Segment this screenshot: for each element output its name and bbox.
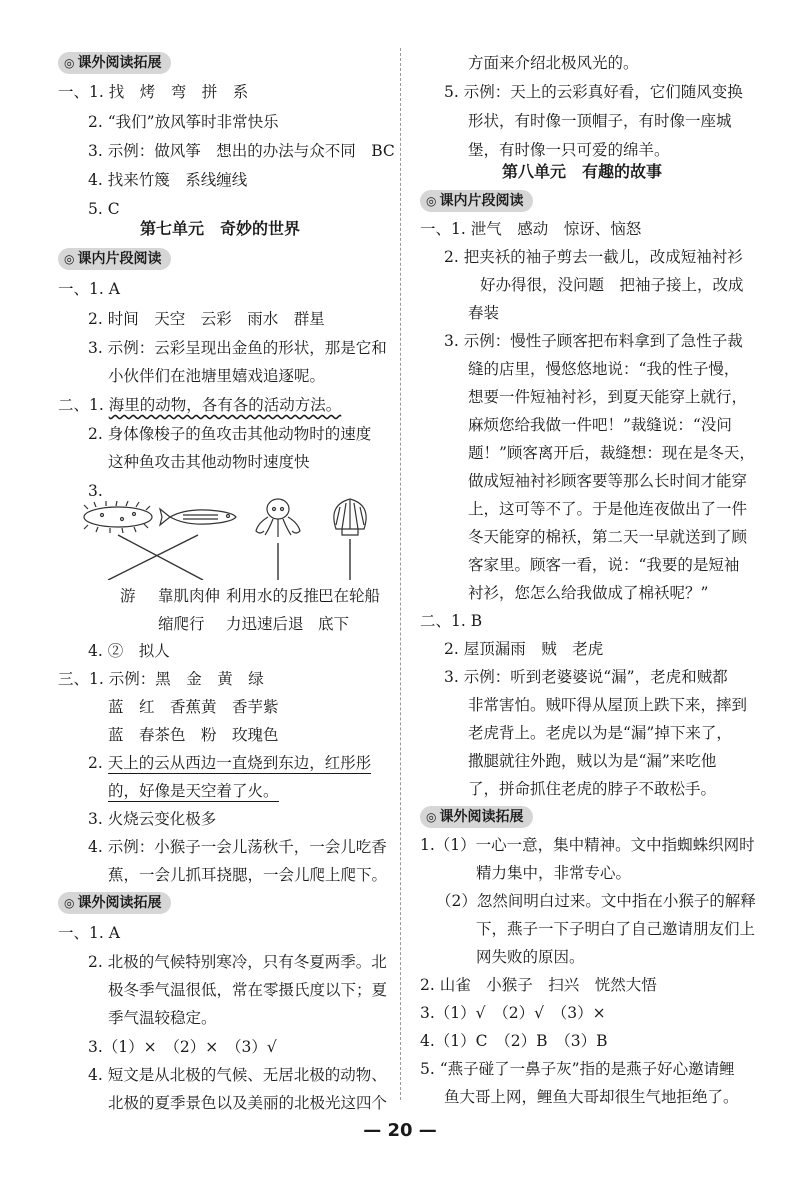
circle-icon: ◎ <box>64 252 75 266</box>
answer-line: 春装 <box>468 304 500 322</box>
answer-line: 做成短袖衬衫顾客要等那么长时间才能穿 <box>468 472 748 490</box>
circle-icon: ◎ <box>426 810 437 824</box>
answer-line: 方面来介绍北极风光的。 <box>468 54 639 72</box>
answer-line: 4. 示例：小猴子一会儿荡秋千，一会儿吃香 <box>88 838 387 856</box>
answer-line: 形状，有时像一顶帽子，有时像一座城 <box>468 112 732 130</box>
match-label: 游 <box>120 587 136 605</box>
answer-line: 4. ② 拟人 <box>88 642 170 660</box>
answer-line: 一、1. 找 烤 弯 拼 系 <box>58 83 249 101</box>
answer-line <box>58 394 341 416</box>
section-header-label: 课外阅读拓展 <box>77 895 162 911</box>
answer-line: 精力集中，非常专心。 <box>476 864 632 882</box>
answer-line: 上，这可等不了。于是他连夜做出了一件 <box>468 500 748 518</box>
answer-line: 麻烦您给我做一件吧！”裁缝说：“没问 <box>468 416 732 434</box>
section-header-label: 课外阅读拓展 <box>77 55 162 71</box>
answer-line: 蓝 红 香蕉黄 香芋紫 <box>108 698 279 716</box>
answer-line: 3. 火烧云变化极多 <box>88 810 217 828</box>
section-header-label: 课内片段阅读 <box>77 251 162 267</box>
answer-line: 1.（1）一心一意，集中精神。文中指蜘蛛织网时 <box>420 836 755 854</box>
answer-line: 网失败的原因。 <box>476 948 585 966</box>
underlined-text: 天上的云从西边一直烧到东边，红彤彤 <box>107 754 372 772</box>
answer-line: 衬衫，您怎么给我做成了棉袄呢？” <box>468 584 709 602</box>
answer-line: 4.（1）C （2）B （3）B <box>420 1032 608 1050</box>
answer-line: 非常害怕。贼吓得从屋顶上跌下来，摔到 <box>468 696 748 714</box>
answer-line: 3.（1）√ （2）√ （3）× <box>420 1004 606 1022</box>
answer-line: 5. C <box>88 200 120 218</box>
answer-line: 这种鱼攻击其他动物时速度快 <box>108 453 310 471</box>
answer-line: 客家里。顾客一看，说：“我要的是短袖 <box>468 556 740 574</box>
answer-line: 2. 屋顶漏雨 贼 老虎 <box>444 640 604 658</box>
fish-icon <box>160 509 236 525</box>
answer-line: 3. 示例：听到老婆婆说“漏”，老虎和贼都 <box>444 668 728 686</box>
match-label: 巴在轮船 <box>318 587 381 605</box>
answer-line: 二、1. B <box>420 612 483 630</box>
answer-line: 2. 把夹袄的袖子剪去一截儿，改成短袖衬衫 <box>444 248 743 266</box>
answer-line: 2. 时间 天空 云彩 雨水 群星 <box>88 310 325 328</box>
matching-lines <box>108 535 350 580</box>
page-number: — 20 — <box>363 1120 437 1141</box>
answer-line: 蕉，一会儿抓耳挠腮，一会儿爬上爬下。 <box>108 866 388 884</box>
answer-line: 冬天能穿的棉袄，第二天一早就送到了顾 <box>468 528 748 546</box>
answer-line: 一、1. 泄气 感动 惊讶、恼怒 <box>420 220 642 238</box>
answer-line: 3. 示例：慢性子顾客把布料拿到了急性子裁 <box>444 332 743 350</box>
section-header-in-class <box>420 190 533 212</box>
sea-cucumber-icon <box>84 501 152 533</box>
answer-line: 堡，有时像一只可爱的绵羊。 <box>468 141 670 159</box>
answer-line: 缝的店里，慢悠悠地说：“我的性子慢， <box>468 360 740 378</box>
answer-line: 下，燕子一下子明白了自己邀请朋友们上 <box>476 920 756 938</box>
answer-line: 老虎背上。老虎以为是“漏”掉下来了， <box>468 724 732 742</box>
answer-line: 3. 示例：云彩呈现出金鱼的形状，那是它和 <box>88 339 387 357</box>
section-header-label: 课外阅读拓展 <box>439 809 524 825</box>
answer-prefix: 2. <box>88 754 108 772</box>
scallop-shell-icon <box>334 499 366 535</box>
answer-prefix: 二、1. <box>58 396 109 414</box>
section-header-extracurricular <box>58 892 171 914</box>
answer-line: 三、1. 示例：黑 金 黄 绿 <box>58 670 264 688</box>
unit-8-title: 第八单元 有趣的故事 <box>502 162 663 181</box>
answer-line: 2. “我们”放风筝时非常快乐 <box>88 113 279 131</box>
section-header-extracurricular <box>420 806 533 828</box>
answer-line: 4. 短文是从北极的气候、无居北极的动物、 <box>88 1066 387 1084</box>
column-divider <box>400 48 401 1100</box>
unit-7-title: 第七单元 奇妙的世界 <box>140 219 301 238</box>
octopus-icon <box>256 499 300 537</box>
answer-line: 了，拼命抓住老虎的脖子不敢松手。 <box>468 780 717 798</box>
answer-line: 5. “燕子碰了一鼻子灰”指的是燕子好心邀请鲤 <box>420 1060 735 1078</box>
answer-line: 一、1. A <box>58 280 120 298</box>
answer-line: 3. <box>88 482 103 500</box>
answer-line: 蓝 春茶色 粉 玫瑰色 <box>108 726 279 744</box>
match-label: 底下 <box>318 615 350 633</box>
answer-line: 小伙伴们在池塘里嬉戏追逐呢。 <box>108 367 326 385</box>
answer-line: 北极的夏季景色以及美丽的北极光这四个 <box>108 1094 388 1112</box>
answer-line: 想要一件短袖衬衫，到夏天能穿上就行， <box>468 388 748 406</box>
answer-line: （2）忽然间明白过来。文中指在小猴子的解释 <box>436 892 756 910</box>
answer-line: 题！”顾客离开后，裁缝想：现在是冬天， <box>468 444 755 462</box>
answer-line: 5. 示例：天上的云彩真好看，它们随风变换 <box>444 83 743 101</box>
answer-line <box>108 780 279 802</box>
circle-icon: ◎ <box>64 896 75 910</box>
answer-line: 极冬季气温很低，常在零摄氏度以下；夏 <box>108 981 388 999</box>
section-header-label: 课内片段阅读 <box>439 193 524 209</box>
answer-line: 季气温较稳定。 <box>108 1009 217 1027</box>
underlined-text: 的，好像是天空着了火。 <box>108 782 279 800</box>
match-label: 力迅速后退 <box>226 615 304 633</box>
animal-matching-diagram <box>78 495 388 580</box>
section-header-in-class <box>58 248 171 270</box>
answer-line: 2. 身体像梭子的鱼攻击其他动物时的速度 <box>88 425 372 443</box>
answer-line: 撒腿就往外跑，贼以为是“漏”来吃他 <box>468 752 717 770</box>
section-header-extracurricular <box>58 52 171 74</box>
answer-line: 4. 找来竹篾 系线缠线 <box>88 171 248 189</box>
match-label: 靠肌肉伸 <box>158 587 221 605</box>
match-label: 利用水的反推 <box>226 587 320 605</box>
answer-line: 好办得很，没问题 把袖子接上，改成 <box>480 276 744 294</box>
circle-icon: ◎ <box>426 194 437 208</box>
answer-line <box>88 752 371 774</box>
answer-line: 2. 北极的气候特别寒冷，只有冬夏两季。北 <box>88 953 387 971</box>
circle-icon: ◎ <box>64 56 75 70</box>
answer-line: 鱼大哥上网，鲤鱼大哥却很生气地拒绝了。 <box>444 1088 739 1106</box>
answer-line: 一、1. A <box>58 924 120 942</box>
match-label: 缩爬行 <box>158 615 205 633</box>
wavy-underlined-text: 海里的动物，各有各的活动方法。 <box>108 396 342 414</box>
answer-line: 3. 示例：做风筝 想出的办法与众不同 BC <box>88 142 395 160</box>
answer-line: 3.（1）× （2）× （3）√ <box>88 1038 277 1056</box>
answer-line: 2. 山雀 小猴子 扫兴 恍然大悟 <box>420 976 657 994</box>
